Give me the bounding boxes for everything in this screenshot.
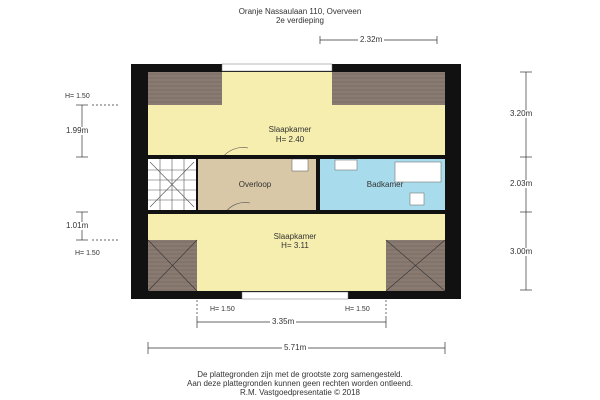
disclaimer-line-1: De plattegronden zijn met de grootste zorg samengesteld.: [197, 370, 403, 379]
landing-name: Overloop: [238, 180, 272, 189]
bedroom-top-name: Slaapkamer: [268, 125, 312, 134]
wall-landing-bath: [316, 159, 320, 210]
wall-inner-bottom: [148, 210, 445, 214]
copyright: R.M. Vastgoedpresentatie © 2018: [239, 388, 361, 397]
bedroom-top-height: H= 2.40: [275, 135, 305, 144]
cabinet: [292, 159, 308, 171]
sink: [335, 160, 357, 170]
toilet: [410, 193, 424, 205]
dim-top-width: 2.32m: [360, 35, 383, 44]
wall-stairs: [196, 159, 198, 210]
dim-right-mid: 2.03m: [510, 179, 533, 188]
height-mark-left-bottom: H= 1.50: [75, 250, 100, 257]
window-bottom: [242, 292, 348, 299]
dim-left-top: 1.99m: [66, 126, 89, 135]
wall-inner-top: [148, 155, 445, 159]
dim-bottom-inner: 3.35m: [272, 317, 295, 326]
height-mark-bottom-left: H= 1.50: [210, 306, 235, 313]
bedroom-bottom-name: Slaapkamer: [273, 232, 317, 241]
height-mark-bottom-right: H= 1.50: [345, 306, 370, 313]
dim-bottom-total: 5.71m: [284, 343, 307, 352]
dim-left-bottom: 1.01m: [66, 221, 89, 230]
floorplan-address: Oranje Nassaulaan 110, Overveen: [238, 7, 362, 16]
floor-label: 2e verdieping: [275, 16, 325, 25]
bathtub: [395, 162, 441, 182]
roof-slope-top-right: [332, 72, 445, 105]
bathroom-name: Badkamer: [366, 180, 404, 189]
disclaimer-line-2: Aan deze plattegronden kunnen geen rechten worden ontleend.: [187, 379, 413, 388]
height-mark-left-top: H= 1.50: [65, 93, 90, 100]
dim-right-bottom: 3.00m: [510, 247, 533, 256]
roof-slope-top-left: [148, 72, 222, 105]
dim-right-top: 3.20m: [510, 109, 533, 118]
window-top: [222, 64, 332, 71]
bedroom-bottom-height: H= 3.11: [281, 241, 309, 250]
